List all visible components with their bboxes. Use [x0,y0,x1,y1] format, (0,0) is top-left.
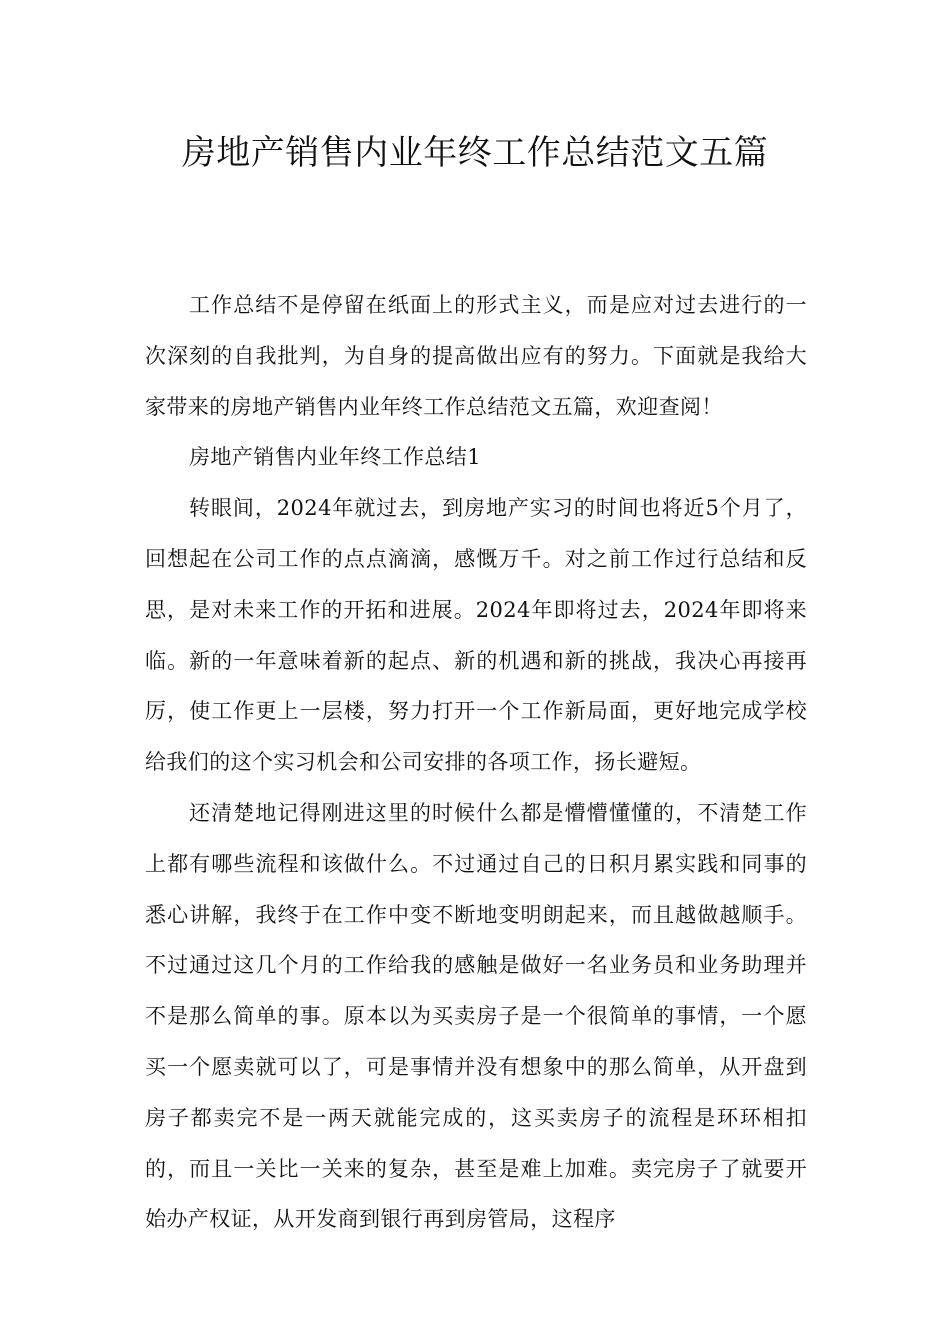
document-body [145,280,807,1245]
document-title: 房地产销售内业年终工作总结范文五篇 [181,133,769,173]
body-paragraph-2: 还清楚地记得刚进这里的时候什么都是懵懵懂懂的，不清楚工作上都有哪些流程和该做什么。不过通过自己的日积月累实践和同事的悉心讲解，我终于在工作中变不断地变明朗起来，而且越做越顺手。不过通过这几个月的工作给我的感触是做好一名业务员和业务助理并不是那么简单的事。原本以为买卖房子是一个很简单的事情，一个愿买一个愿卖就可以了，可是事情并没有想象中的那么简单，从开盘到房子都卖完不是一两天就能完成的，这买卖房子的流程是环环相扣的，而且一关比一关来的复杂，甚至是难上加难。卖完房子了就要开始办产权证，从开发商到银行再到房管局，这程序 [145,800,807,1232]
section-heading: 房地产销售内业年终工作总结1 [189,445,481,470]
body-paragraph-1: 转眼间，2024年就过去，到房地产实习的时间也将近5个月了，回想起在公司工作的点点滴滴，感慨万千。对之前工作过行总结和反思，是对未来工作的开拓和进展。2024年即将过去，2024年即将来临。新的一年意味着新的起点、新的机遇和新的挑战，我决心再接再厉，使工作更上一层楼，努力打开一个工作新局面，更好地完成学校给我们的这个实习机会和公司安排的各项工作，扬长避短。 [145,496,807,775]
intro-paragraph: 工作总结不是停留在纸面上的形式主义，而是应对过去进行的一次深刻的自我批判，为自身的提高做出应有的努力。下面就是我给大家带来的房地产销售内业年终工作总结范文五篇，欢迎查阅！ [145,293,807,419]
